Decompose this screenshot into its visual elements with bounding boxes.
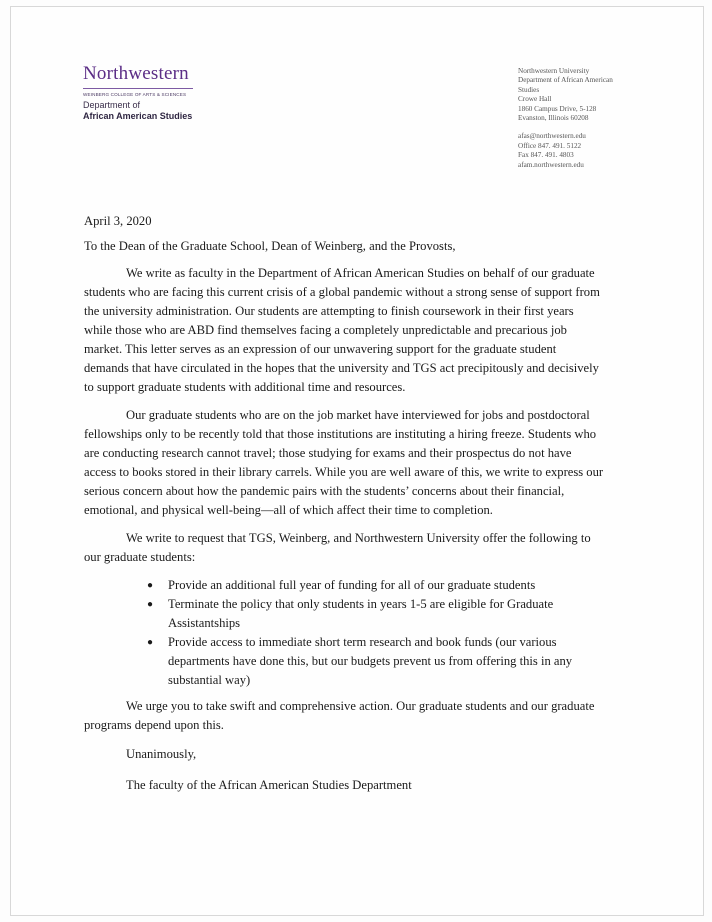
- request-text: Provide access to immediate short term research and book funds (our various departments have done this, but our budgets prevent us from offering this in any substantial way): [168, 635, 573, 687]
- bullet-icon: ●: [147, 637, 154, 648]
- list-item: [147, 595, 604, 633]
- address-line: Crowe Hall: [518, 95, 552, 104]
- address-line: Northwestern University: [518, 67, 590, 75]
- contact-website: afam.northwestern.edu: [518, 160, 584, 169]
- department-line-1: Department of: [83, 100, 141, 110]
- bullet-icon: ●: [147, 580, 154, 591]
- final-paragraph: We urge you to take swift and comprehensive action. Our graduate students and our graduate programs depend upon this.: [84, 699, 595, 732]
- address-line: Evanston, Illinois 60208: [518, 114, 589, 123]
- list-item: [147, 576, 604, 595]
- contact-office-phone: Office 847. 491. 5122: [518, 141, 582, 150]
- letter-signature: The faculty of the African American Studies Department: [126, 778, 412, 792]
- return-address: [518, 67, 678, 170]
- request-text: Terminate the policy that only students in years 1-5 are eligible for Graduate Assistantships: [168, 597, 554, 630]
- request-text: Provide an additional full year of funding for all of our graduate students: [168, 578, 536, 592]
- paragraph-1: We write as faculty in the Department of African American Studies on behalf of our graduate students who are facing this current crisis of a global pandemic without a strong sense of support from the university administration. Our students are attempting to finish coursework in their first years while those who are ABD find themselves facing a completely unpredictable and precarious job market. This letter serves as an expression of our unwavering support for the graduate student demands that have circulated in the hopes that the university and TGS act precipitously and decisively to support graduate students with additional time and resources.: [84, 266, 600, 394]
- contact-fax: Fax 847. 491. 4803: [518, 151, 574, 160]
- university-wordmark: Northwestern: [83, 63, 189, 84]
- paragraph-3: We write to request that TGS, Weinberg, and Northwestern University offer the following to our graduate students:: [84, 531, 591, 564]
- logo-divider: [83, 88, 193, 89]
- contact-email: afas@northwestern.edu: [518, 132, 586, 141]
- paragraph-2: Our graduate students who are on the job market have interviewed for jobs and postdoctoral fellowships only to be recently told that those institutions are instituting a hiring freeze. Students who are conducting research cannot travel; those studying for exams and their prospectus do not have access to books stored in their library carrels. While you are well aware of this, we write to express our serious concern about how the pandemic pairs with the students’ concerns about their financial, emotional, and physical well-being—all of which affect their time to completion.: [84, 408, 604, 517]
- letter-date: April 3, 2020: [84, 214, 152, 228]
- letterhead-logo: [83, 64, 283, 122]
- letter-body: [84, 212, 604, 795]
- letter-salutation: To the Dean of the Graduate School, Dean of Weinberg, and the Provosts,: [84, 239, 456, 253]
- address-line: Studies: [518, 85, 540, 94]
- college-name: WEINBERG COLLEGE OF ARTS & SCIENCES: [83, 92, 187, 97]
- list-item: [147, 633, 604, 690]
- letter-closing: Unanimously,: [126, 747, 197, 761]
- address-gap: [518, 123, 678, 132]
- address-line: Department of African American: [518, 76, 613, 85]
- department-line-2: African American Studies: [83, 111, 193, 121]
- bullet-icon: ●: [147, 599, 154, 610]
- address-line: 1860 Campus Drive, 5-128: [518, 104, 597, 113]
- request-list: [84, 576, 604, 690]
